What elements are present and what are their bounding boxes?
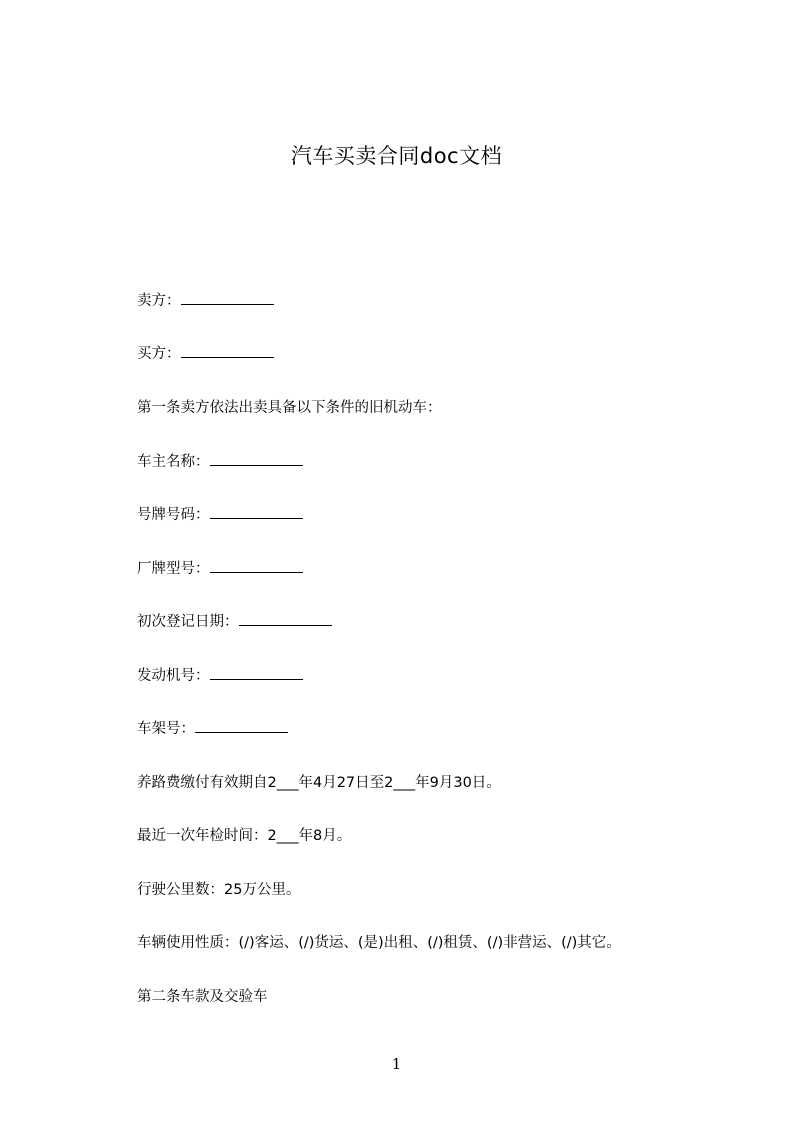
- plate-number-blank: [210, 505, 303, 519]
- buyer-line: [137, 344, 274, 364]
- engine-number-blank: [210, 666, 303, 680]
- road-fee-text: 养路费缴付有效期自2___年4月27日至2___年9月30日。: [137, 775, 501, 791]
- road-fee-line: [137, 773, 501, 793]
- article-two-heading: [137, 987, 268, 1007]
- brand-model-line: [137, 559, 303, 579]
- frame-number-line: [137, 719, 288, 739]
- first-registration-blank: [239, 612, 332, 626]
- buyer-blank: [181, 344, 274, 358]
- seller-label: 卖方：: [137, 293, 181, 309]
- frame-number-label: 车架号：: [137, 721, 195, 737]
- seller-line: [137, 291, 274, 311]
- article-one-heading: [137, 398, 442, 418]
- plate-number-label: 号牌号码：: [137, 507, 210, 523]
- usage-nature-line: [137, 933, 621, 953]
- usage-nature-text: 车辆使用性质：(/)客运、(/)货运、(是)出租、(/)租赁、(/)非营运、(/)其它。: [137, 935, 621, 951]
- annual-inspection-text: 最近一次年检时间：2___年8月。: [137, 828, 352, 844]
- brand-model-label: 厂牌型号：: [137, 561, 210, 577]
- mileage-text: 行驶公里数：25万公里。: [137, 882, 301, 898]
- engine-number-label: 发动机号：: [137, 668, 210, 684]
- annual-inspection-line: [137, 826, 351, 846]
- document-title: 汽车买卖合同doc文档: [290, 144, 503, 168]
- owner-name-line: [137, 452, 303, 472]
- article-one-text: 第一条卖方依法出卖具备以下条件的旧机动车：: [137, 400, 442, 416]
- seller-blank: [181, 291, 274, 305]
- plate-number-line: [137, 505, 303, 525]
- engine-number-line: [137, 666, 303, 686]
- owner-name-label: 车主名称：: [137, 454, 210, 470]
- brand-model-blank: [210, 559, 303, 573]
- first-registration-label: 初次登记日期：: [137, 614, 239, 630]
- frame-number-blank: [195, 719, 288, 733]
- article-two-text: 第二条车款及交验车: [137, 989, 268, 1005]
- mileage-line: [137, 880, 300, 900]
- first-registration-line: [137, 612, 332, 632]
- buyer-label: 买方：: [137, 346, 181, 362]
- page-number: 1: [391, 1055, 402, 1073]
- owner-name-blank: [210, 452, 303, 466]
